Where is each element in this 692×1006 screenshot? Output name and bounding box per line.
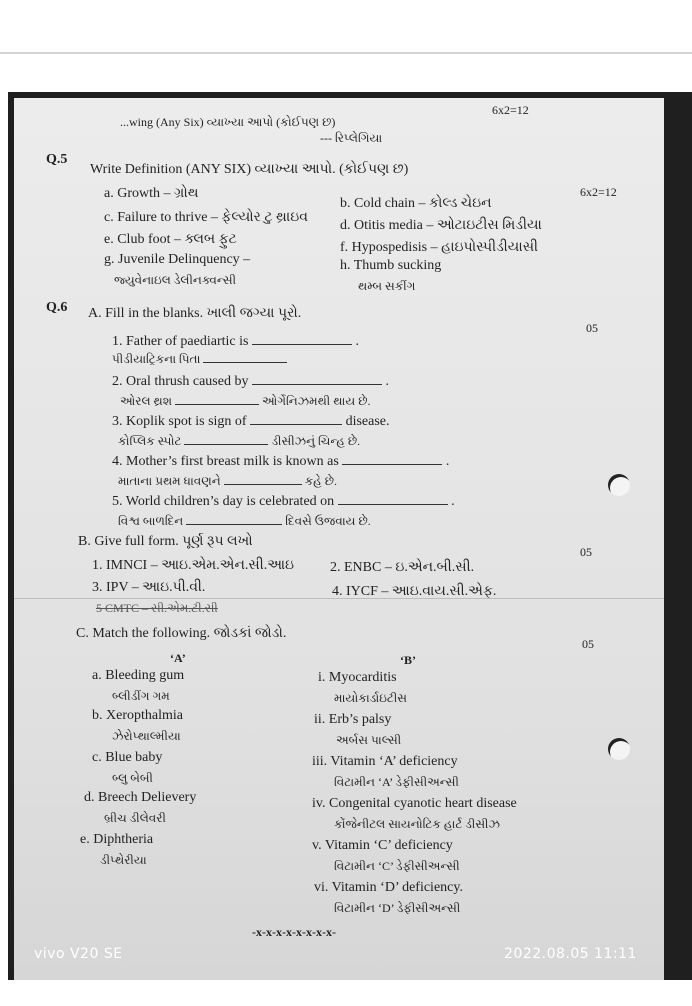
match-b-item-ii: ii. Erb’s palsy: [314, 712, 392, 727]
match-a-item-e-gujarati: ડીપ્થેરીયા: [100, 853, 147, 867]
match-a-item-b-gujarati: ઝેરોપ્થાલ્મીયા: [112, 729, 181, 743]
q6a-item4-gujarati: માતાના પ્રથમ ધાવણને કહે છે.: [118, 474, 337, 488]
q6a-item1: 1. Father of paediartic is .: [112, 334, 359, 349]
match-a-item-d: d. Breech Delievery: [84, 790, 197, 805]
q5-item-a: a. Growth – ગ્રોથ: [104, 186, 199, 201]
q6b-item1: 1. IMNCI – આઇ.એમ.એન.સી.આઇ: [92, 558, 295, 573]
match-b-item-v-gujarati: વિટામીન ‘C’ ડેફીસીઅન્સી: [334, 859, 460, 873]
q6a-item2: 2. Oral thrush caused by .: [112, 374, 389, 389]
match-b-item-i-gujarati: માયોકાર્ડાઇટીસ: [334, 691, 408, 705]
q6b-item3: 3. IPV – આઇ.પી.વી.: [92, 580, 206, 595]
match-b-item-vi: vi. Vitamin ‘D’ deficiency.: [314, 880, 463, 895]
q6c-title: C. Match the following. જોડકાં જોડો.: [76, 626, 287, 641]
match-a-item-a: a. Bleeding gum: [92, 668, 185, 683]
q5-item-f: f. Hypospedisis – હાઇપોસ્પીડીયાસી: [340, 240, 539, 255]
q6a-item3: 3. Koplik spot is sign of disease.: [112, 414, 390, 429]
match-b-item-ii-gujarati: અર્બસ પાલ્સી: [336, 733, 402, 747]
camera-model-watermark: vivo V20 SE: [34, 946, 123, 962]
bottom-blank-area: [0, 980, 692, 1006]
q6a-item1-gujarati: પીડીયાટ્રિકના પિતા: [112, 350, 287, 367]
q6c-column-b-header: ‘B’: [400, 653, 416, 667]
divider: [0, 52, 692, 54]
punch-hole: [608, 738, 630, 760]
q5-item-d: d. Otitis media – ઓટાઇટીસ મિડીયા: [340, 218, 542, 233]
match-a-item-d-gujarati: બ્રીચ ડીલેવરી: [104, 811, 166, 825]
match-a-item-e: e. Diphtheria: [80, 832, 154, 847]
q5-marks: 6x2=12: [580, 185, 617, 199]
match-b-item-v: v. Vitamin ‘C’ deficiency: [312, 838, 453, 853]
end-of-paper-mark: -x-x-x-x-x-x-x-x-: [252, 925, 336, 939]
q6a-item4: 4. Mother’s first breast milk is known as .: [112, 454, 450, 469]
q6a-item3-gujarati: કોપ્લિક સ્પોટ ડીસીઝનું ચિન્હ છે.: [118, 434, 361, 448]
q6a-item2-gujarati: ઓરલ થ્રશ ઓર્ગેનિઝમથી થાય છે.: [120, 394, 371, 408]
q6a-marks: 05: [586, 321, 598, 335]
q6a-title: A. Fill in the blanks. ખાલી જગ્યા પૂરો.: [88, 306, 302, 321]
q5-item-g: g. Juvenile Delinquency –: [104, 252, 251, 267]
q5-item-e: e. Club foot – ક્લબ ફુટ: [104, 232, 237, 247]
match-b-item-vi-gujarati: વિટામીન ‘D’ ડેફીસીઅન્સી: [334, 901, 461, 915]
q5-title: Write Definition (ANY SIX) વ્યાખ્યા આપો. (કોઈપણ છ): [90, 162, 409, 177]
q6b-marks: 05: [580, 545, 592, 559]
q6c-marks: 05: [582, 637, 594, 651]
q5-item-b: b. Cold chain – કોલ્ડ ચેઇન: [340, 196, 492, 211]
prev-question-tail: --- રિપ્લેગિયા: [320, 131, 383, 145]
prev-question-marks: 6x2=12: [492, 103, 529, 117]
q6a-item5: 5. World children’s day is celebrated on .: [112, 494, 455, 509]
top-blank-area: [0, 0, 692, 92]
match-b-item-iv: iv. Congenital cyanotic heart disease: [312, 796, 517, 811]
prev-question-fragment: ...wing (Any Six) વ્યાખ્યા આપો (કોઈપણ છ): [120, 115, 336, 129]
q5-item-g-gujarati: જ્યુવેનાઇલ ડેલીનક્વન્સી: [114, 273, 237, 287]
match-a-item-c-gujarati: બ્લુ બેબી: [112, 771, 153, 785]
q5-item-c: c. Failure to thrive – ફેલ્યોર ટુ થ્રાઇવ: [104, 210, 308, 225]
match-b-item-iv-gujarati: કોંજેનીટલ સાયનોટિક હાર્ટ ડીસીઝ: [334, 817, 500, 831]
q6b-item5: 5 CMTC – સી.એમ.ટી.સી: [96, 601, 218, 615]
q6a-item5-gujarati: વિશ્વ બાળદિન દિવસે ઉજવાય છે.: [118, 514, 371, 528]
punch-hole: [608, 474, 630, 496]
match-a-item-c: c. Blue baby: [92, 750, 163, 765]
match-b-item-iii: iii. Vitamin ‘A’ deficiency: [312, 754, 458, 769]
match-a-item-a-gujarati: બ્લીડીંગ ગમ: [112, 689, 170, 703]
q5-item-h-gujarati: થમ્બ સકીંગ: [358, 279, 416, 293]
q6-number: Q.6: [46, 300, 68, 315]
q5-item-h: h. Thumb sucking: [340, 258, 442, 273]
q6b-item4: 4. IYCF – આઇ.વાય.સી.એફ.: [332, 584, 497, 599]
match-a-item-b: b. Xeropthalmia: [92, 708, 183, 723]
q6b-item2: 2. ENBC – ઇ.એન.બી.સી.: [330, 560, 475, 575]
match-b-item-i: i. Myocarditis: [318, 670, 397, 685]
datetime-watermark: 2022.08.05 11:11: [504, 946, 637, 962]
q6b-title: B. Give full form. પૂર્ણ રૂપ લખો: [78, 534, 253, 549]
q6c-column-a-header: ‘A’: [170, 651, 186, 665]
match-b-item-iii-gujarati: વિટામીન ‘A’ ડેફીસીઅન્સી: [334, 775, 459, 789]
q5-number: Q.5: [46, 152, 68, 167]
